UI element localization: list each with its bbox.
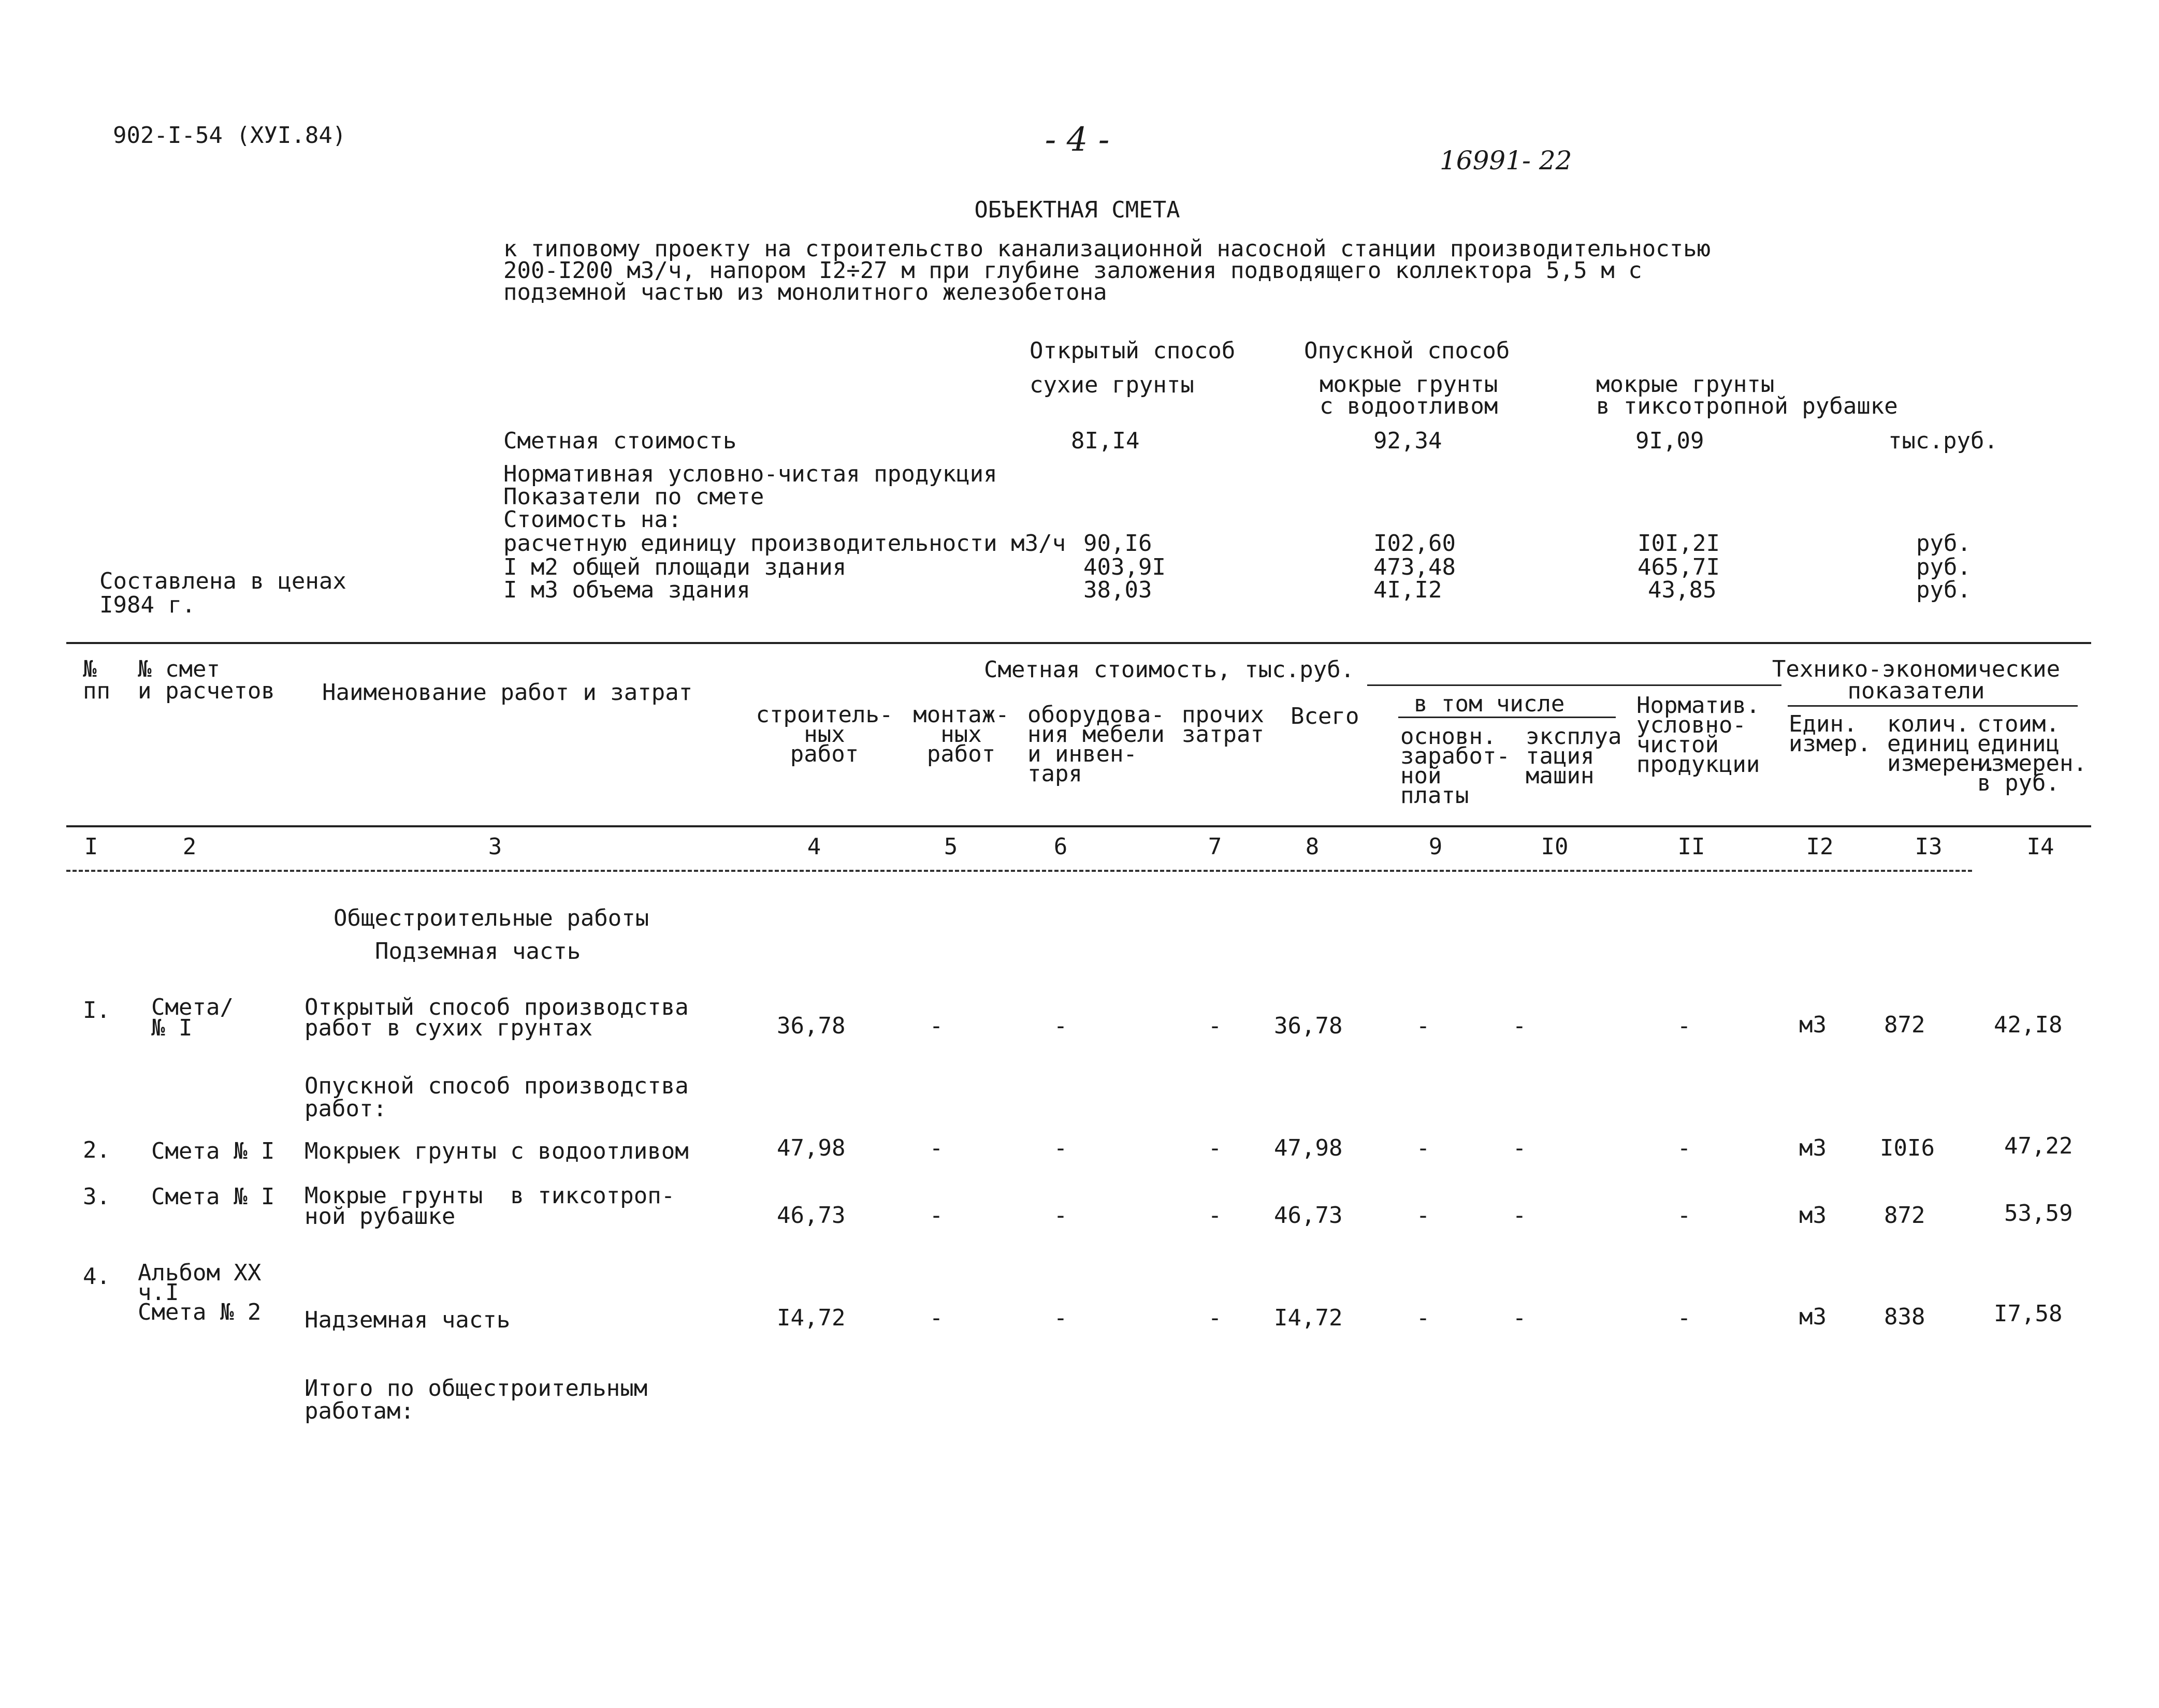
row-2-build: 47,98	[777, 1135, 846, 1161]
indicators-label: Показатели по смете	[503, 484, 764, 510]
row-4-unit: м3	[1799, 1304, 1827, 1330]
row-3-num: 3.	[83, 1184, 110, 1210]
header-machines: эксплуа тация машин	[1526, 723, 1622, 789]
row-1-total: 36,78	[1274, 1013, 1343, 1039]
sheet-code: 16991- 22	[1440, 145, 1572, 176]
per-capacity-unit: руб.	[1916, 530, 1971, 557]
document-code: 902-I-54 (XУI.84)	[113, 122, 346, 149]
per-area-dry: 403,9I	[1083, 554, 1166, 580]
header-tech-econ-rule	[1788, 705, 2078, 707]
row-4-norm: -	[1677, 1305, 1691, 1331]
row-4-total: I4,72	[1274, 1305, 1343, 1331]
row-2-cost-unit: 47,22	[2004, 1133, 2073, 1159]
row-1-norm: -	[1677, 1013, 1691, 1039]
sink-method-label: Опускной способ производства работ:	[305, 1073, 689, 1122]
cost-wet-drain: 92,34	[1373, 428, 1442, 454]
row-4-name: Надземная часть	[305, 1307, 511, 1333]
row-3-cost-unit: 53,59	[2004, 1200, 2073, 1227]
header-bottom-rule	[66, 825, 2091, 827]
col-number: 7	[1208, 834, 1222, 860]
row-3-mount: -	[929, 1202, 944, 1229]
header-quantity: колич. единиц измерен.	[1887, 711, 1997, 777]
row-3-other: -	[1208, 1202, 1222, 1229]
per-volume-wet-drain: 4I,I2	[1373, 577, 1442, 603]
header-cost-group: Сметная стоимость, тыс.руб.	[984, 656, 1355, 683]
col-number: 4	[807, 834, 821, 860]
per-area-unit: руб.	[1916, 554, 1971, 580]
norm-production-label: Нормативная условно-чистая продукция	[503, 461, 997, 487]
header-work-name: Наименование работ и затрат	[322, 679, 693, 706]
col-number: I4	[2026, 834, 2054, 860]
row-4-num: 4.	[83, 1263, 110, 1290]
section-title: Общестроительные работы	[334, 905, 649, 931]
document-subtitle-2: 200-I200 м3/ч, напором I2÷27 м при глубине заложения подводящего коллектора 5,5 м с	[503, 257, 1642, 284]
row-4-other: -	[1208, 1305, 1222, 1331]
per-capacity-dry: 90,I6	[1083, 530, 1152, 557]
row-1-name: Открытый способ производства работ в сухих грунтах	[305, 994, 689, 1041]
row-2-num: 2.	[83, 1137, 110, 1163]
row-3-norm: -	[1677, 1202, 1691, 1229]
row-3-name: Мокрые грунты в тиксотроп- ной рубашке	[305, 1183, 675, 1230]
row-2-total: 47,98	[1274, 1135, 1343, 1161]
col-dry-label: сухие грунты	[1030, 372, 1194, 398]
cost-per-label: Стоимость на:	[503, 506, 682, 533]
col-number: I0	[1541, 834, 1569, 860]
col-wet-drain-label: мокрые грунты с водоотливом	[1320, 371, 1498, 419]
row-3-unit: м3	[1799, 1202, 1827, 1229]
per-volume-label: I м3 объема здания	[503, 577, 750, 603]
per-area-label: I м2 общей площади здания	[503, 554, 847, 580]
per-volume-unit: руб.	[1916, 577, 1971, 603]
header-including-group: в том числе	[1414, 691, 1565, 717]
header-estimate: № смет и расчетов	[138, 656, 275, 704]
col-number: I	[84, 834, 98, 860]
row-1-salary: -	[1416, 1013, 1430, 1039]
header-tech-econ-group: Технико-экономические показатели	[1772, 656, 2061, 704]
row-4-equip: -	[1053, 1305, 1068, 1331]
row-3-build: 46,73	[777, 1202, 846, 1229]
row-4-qty: 838	[1884, 1304, 1925, 1330]
row-3-estimate: Смета № I	[151, 1184, 275, 1210]
per-area-wet-thixo: 465,7I	[1638, 554, 1720, 580]
col-number: 5	[944, 834, 958, 860]
row-3-machines: -	[1512, 1202, 1527, 1229]
header-cost-per-unit: стоим. единиц измерен. в руб.	[1977, 711, 2087, 796]
row-4-cost-unit: I7,58	[1994, 1301, 2063, 1327]
row-1-cost-unit: 42,I8	[1994, 1012, 2063, 1038]
per-capacity-wet-thixo: I0I,2I	[1638, 530, 1720, 557]
header-equipment: оборудова- ния мебели и инвен- таря	[1027, 702, 1165, 787]
row-1-num: I.	[83, 997, 110, 1024]
cost-label: Сметная стоимость	[503, 428, 737, 454]
method-sink-label: Опускной способ	[1304, 338, 1510, 364]
col-number: I3	[1915, 834, 1943, 860]
header-including-rule	[1398, 717, 1616, 718]
row-1-mount: -	[929, 1013, 944, 1039]
row-1-equip: -	[1053, 1013, 1068, 1039]
row-1-unit: м3	[1799, 1012, 1827, 1038]
row-2-name: Мокрыек грунты с водоотливом	[305, 1138, 689, 1164]
header-build-works: строитель- ных работ	[756, 702, 893, 767]
col-wet-thixo-label: мокрые грунты в тиксотропной рубашке	[1596, 371, 1898, 419]
header-salary: основн. заработ- ной платы	[1400, 723, 1510, 809]
header-total: Всего	[1291, 703, 1359, 729]
per-capacity-wet-drain: I02,60	[1373, 530, 1456, 557]
cost-unit: тыс.руб.	[1888, 428, 1998, 454]
row-4-build: I4,72	[777, 1305, 846, 1331]
method-open-label: Открытый способ	[1030, 338, 1236, 364]
row-2-norm: -	[1677, 1135, 1691, 1161]
row-2-unit: м3	[1799, 1135, 1827, 1161]
column-numbers-rule	[66, 870, 1972, 872]
row-1-build: 36,78	[777, 1013, 846, 1039]
row-1-qty: 872	[1884, 1012, 1925, 1038]
per-area-wet-drain: 473,48	[1373, 554, 1456, 580]
header-num: № пп	[83, 656, 110, 704]
col-number: 8	[1305, 834, 1320, 860]
row-2-estimate: Смета № I	[151, 1138, 275, 1164]
col-number: I2	[1806, 834, 1834, 860]
col-number: II	[1677, 834, 1705, 860]
subsection-title: Подземная часть	[375, 938, 581, 965]
row-3-salary: -	[1416, 1202, 1430, 1229]
row-4-estimate: Альбом XX ч.I Смета № 2	[138, 1260, 262, 1325]
per-volume-dry: 38,03	[1083, 577, 1152, 603]
row-2-mount: -	[929, 1135, 944, 1161]
total-label: Итого по общестроительным работам:	[305, 1375, 648, 1424]
row-3-total: 46,73	[1274, 1202, 1343, 1229]
row-1-other: -	[1208, 1013, 1222, 1039]
row-2-qty: I0I6	[1880, 1135, 1935, 1161]
row-3-equip: -	[1053, 1202, 1068, 1229]
col-number: 2	[182, 834, 197, 860]
row-4-machines: -	[1512, 1305, 1527, 1331]
document-title: ОБЪЕКТНАЯ СМЕТА	[974, 197, 1180, 223]
cost-dry: 8I,I4	[1071, 428, 1140, 454]
col-number: 6	[1053, 834, 1068, 860]
row-4-salary: -	[1416, 1305, 1430, 1331]
per-capacity-label: расчетную единицу производительности м3/ч	[503, 530, 1066, 557]
per-volume-wet-thixo: 43,85	[1648, 577, 1717, 603]
page-number: - 4 -	[1045, 121, 1110, 159]
row-2-other: -	[1208, 1135, 1222, 1161]
row-2-equip: -	[1053, 1135, 1068, 1161]
col-number: 9	[1428, 834, 1443, 860]
row-1-estimate: Смета/ № I	[151, 994, 234, 1041]
prices-note: Составлена в ценах I984 г.	[99, 568, 346, 618]
row-1-machines: -	[1512, 1013, 1527, 1039]
header-other-costs: прочих затрат	[1182, 702, 1264, 748]
header-unit: Един. измер.	[1789, 711, 1871, 757]
row-3-qty: 872	[1884, 1202, 1925, 1229]
row-4-mount: -	[929, 1305, 944, 1331]
document-subtitle-1: к типовому проекту на строительство канализационной насосной станции производительностью	[503, 236, 1711, 262]
document-subtitle-3: подземной частью из монолитного железобетона	[503, 279, 1107, 305]
row-2-machines: -	[1512, 1135, 1527, 1161]
col-number: 3	[488, 834, 502, 860]
row-2-salary: -	[1416, 1135, 1430, 1161]
cost-wet-thixo: 9I,09	[1635, 428, 1704, 454]
header-norm-production: Норматив. условно- чистой продукции	[1636, 692, 1760, 778]
header-mount-works: монтаж- ных работ	[913, 702, 1009, 767]
table-top-rule	[66, 642, 2091, 644]
header-cost-group-rule	[1367, 684, 1781, 686]
